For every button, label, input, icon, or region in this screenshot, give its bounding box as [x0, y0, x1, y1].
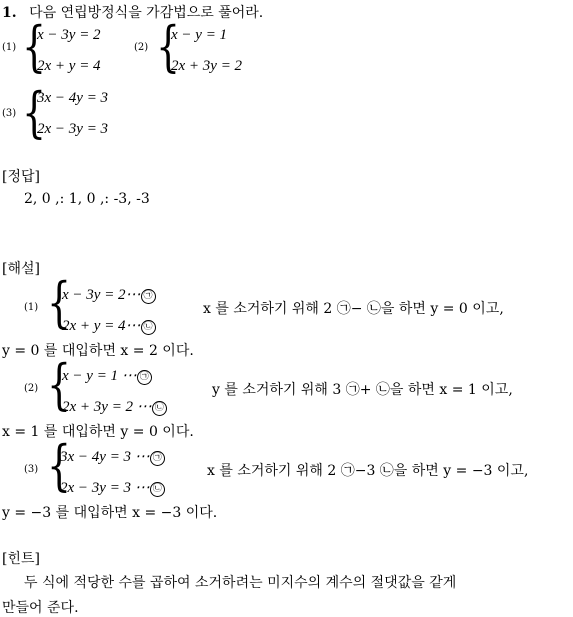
explanation-3-line-b: y = −3 를 대입하면 x = −3 이다. [2, 505, 218, 521]
explanation-3-eq2: 2x − 3y = 3 ⋯ ㉡ [60, 478, 165, 497]
problem-1-eq1: x − 3y = 2 [37, 27, 101, 43]
answer-text: 2, 0 ,: 1, 0 ,: -3, -3 [24, 191, 150, 207]
problem-2-label: (2) [134, 42, 149, 53]
explanation-2-line-b: x = 1 를 대입하면 y = 0 이다. [2, 424, 194, 440]
explanation-1-brace: { [47, 271, 72, 334]
hint-line-1: 두 식에 적당한 수를 곱하여 소거하려는 미지수의 계수의 절댓값을 같게 [24, 575, 457, 591]
explanation-1-eq2: 2x + y = 4⋯ ㉡ [62, 316, 156, 335]
mark-circled-1: ㉠ [150, 451, 165, 466]
explanation-3-label: (3) [24, 464, 39, 475]
hint-line-2: 만들어 준다. [2, 600, 79, 616]
problem-instruction: 다음 연립방정식을 가감법으로 풀어라. [29, 5, 264, 21]
explanation-1-line-a: x 를 소거하기 위해 2 ㉠− ㉡을 하면 y = 0 이고, [203, 301, 504, 317]
problem-2-eq1: x − y = 1 [171, 27, 228, 43]
problem-number: 1. [2, 5, 17, 21]
problem-2-brace: { [156, 15, 181, 78]
explanation-2-line-a: y 를 소거하기 위해 3 ㉠+ ㉡을 하면 x = 1 이고, [212, 382, 513, 398]
mark-circled-1: ㉠ [141, 289, 156, 304]
explanation-3-brace: { [47, 434, 72, 497]
problem-2-eq2: 2x + 3y = 2 [171, 58, 243, 74]
mark-circled-2: ㉡ [152, 401, 167, 416]
problem-3-brace: { [22, 81, 47, 144]
explanation-1-line-b: y = 0 를 대입하면 x = 2 이다. [2, 343, 194, 359]
explanation-heading: [해설] [2, 261, 40, 277]
explanation-1-eq1: x − 3y = 2⋯ ㉠ [62, 285, 156, 304]
explanation-3-line-a: x 를 소거하기 위해 2 ㉠−3 ㉡을 하면 y = −3 이고, [207, 463, 529, 479]
explanation-2-eq2: 2x + 3y = 2 ⋯ ㉡ [62, 397, 167, 416]
explanation-2-label: (2) [24, 383, 39, 394]
hint-heading: [힌트] [2, 551, 40, 567]
problem-1-eq2: 2x + y = 4 [37, 58, 101, 74]
mark-circled-1: ㉠ [137, 370, 152, 385]
problem-1-label: (1) [2, 42, 17, 53]
problem-3-eq2: 2x − 3y = 3 [37, 121, 109, 137]
mark-circled-2: ㉡ [141, 320, 156, 335]
explanation-2-brace: { [47, 353, 72, 416]
answer-heading: [정답] [2, 169, 40, 185]
problem-3-eq1: 3x − 4y = 3 [37, 90, 109, 106]
problem-1-brace: { [22, 15, 47, 78]
problem-3-label: (3) [2, 108, 17, 119]
explanation-1-label: (1) [24, 302, 39, 313]
mark-circled-2: ㉡ [150, 482, 165, 497]
explanation-2-eq1: x − y = 1 ⋯ ㉠ [62, 366, 152, 385]
explanation-3-eq1: 3x − 4y = 3 ⋯ ㉠ [60, 447, 165, 466]
